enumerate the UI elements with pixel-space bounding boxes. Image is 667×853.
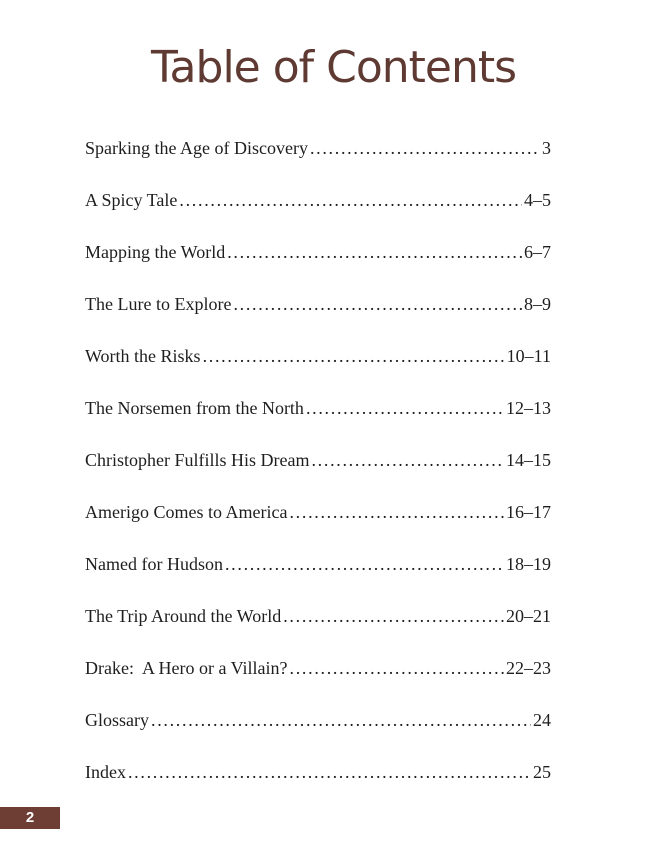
toc-entry-title: Amerigo Comes to America xyxy=(85,502,288,522)
toc-entry-title: The Lure to Explore xyxy=(85,294,232,314)
toc-entry-title: The Trip Around the World xyxy=(85,606,282,626)
toc-entry-page: 20–21 xyxy=(506,606,551,626)
toc-entry-sparking-the-age-of-discovery[interactable] xyxy=(85,135,551,187)
toc-entry-title: Worth the Risks xyxy=(85,346,201,366)
toc-entry-page: 4–5 xyxy=(524,190,551,210)
page-title: Table of Contents xyxy=(150,42,517,93)
dot-leader xyxy=(179,187,522,213)
page-number-badge: 2 xyxy=(0,807,60,829)
toc-entry-the-norsemen-from-the-north[interactable] xyxy=(85,395,551,447)
toc-entry-mapping-the-world[interactable] xyxy=(85,239,551,291)
toc-entry-worth-the-risks[interactable] xyxy=(85,343,551,395)
toc-entry-the-lure-to-explore[interactable] xyxy=(85,291,551,343)
toc-entry-drake-a-hero-or-a-villain[interactable] xyxy=(85,655,551,707)
toc-entry-page: 16–17 xyxy=(506,502,551,522)
toc-entry-page: 8–9 xyxy=(524,294,551,314)
dot-leader xyxy=(290,655,504,681)
dot-leader xyxy=(289,499,504,525)
dot-leader xyxy=(225,551,504,577)
toc-entry-christopher-fulfills-his-dream[interactable] xyxy=(85,447,551,499)
toc-entry-index[interactable] xyxy=(85,759,551,811)
toc-entry-page: 24 xyxy=(533,710,551,730)
toc-entry-amerigo-comes-to-america[interactable] xyxy=(85,499,551,551)
toc-entry-page: 10–11 xyxy=(506,346,551,366)
toc-entry-the-trip-around-the-world[interactable] xyxy=(85,603,551,655)
dot-leader xyxy=(283,603,504,629)
toc-entry-a-spicy-tale[interactable] xyxy=(85,187,551,239)
toc-entry-title: Index xyxy=(85,762,126,782)
toc-entry-glossary[interactable] xyxy=(85,707,551,759)
toc-entry-page: 6–7 xyxy=(524,242,551,262)
toc-entry-page: 14–15 xyxy=(506,450,551,470)
toc-entry-title: Named for Hudson xyxy=(85,554,223,574)
toc-entry-page: 22–23 xyxy=(506,658,551,678)
toc-entry-page: 12–13 xyxy=(506,398,551,418)
toc-entry-page: 3 xyxy=(542,138,551,158)
dot-leader xyxy=(151,707,531,733)
toc-entry-named-for-hudson[interactable] xyxy=(85,551,551,603)
toc-entry-title: Glossary xyxy=(85,710,149,730)
dot-leader xyxy=(306,395,504,421)
toc-entry-title: Christopher Fulfills His Dream xyxy=(85,450,310,470)
table-of-contents xyxy=(85,135,551,811)
toc-entry-page: 18–19 xyxy=(506,554,551,574)
toc-entry-title: A Spicy Tale xyxy=(85,190,178,210)
toc-entry-title: Drake: A Hero or a Villain? xyxy=(85,658,288,678)
dot-leader xyxy=(203,343,505,369)
dot-leader xyxy=(233,291,522,317)
dot-leader xyxy=(128,759,531,785)
toc-entry-title: Sparking the Age of Discovery xyxy=(85,138,308,158)
dot-leader xyxy=(227,239,522,265)
dot-leader xyxy=(310,135,540,161)
dot-leader xyxy=(311,447,504,473)
toc-entry-page: 25 xyxy=(533,762,551,782)
toc-entry-title: The Norsemen from the North xyxy=(85,398,304,418)
toc-entry-title: Mapping the World xyxy=(85,242,226,262)
